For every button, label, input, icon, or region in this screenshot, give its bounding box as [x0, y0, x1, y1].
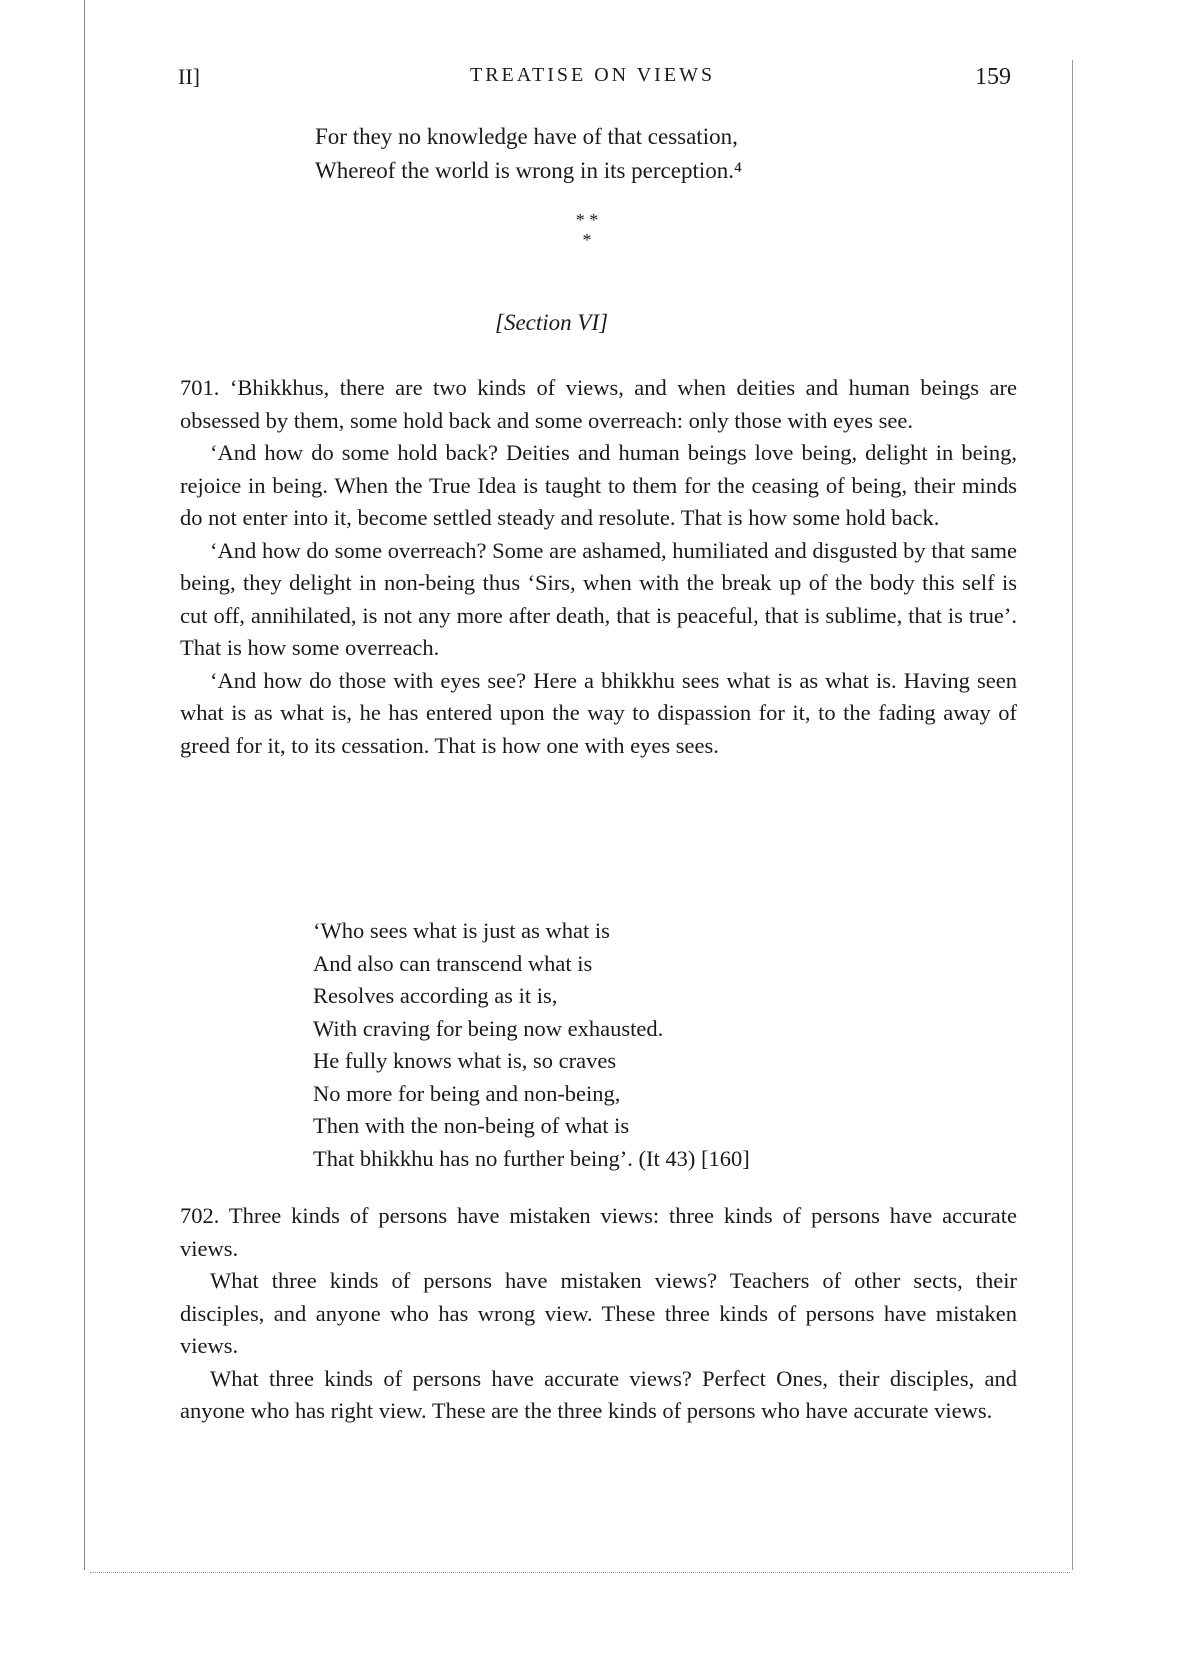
- page-edge-left: [84, 0, 85, 1570]
- verse-line: For they no knowledge have of that cessation,: [315, 124, 738, 149]
- separator-stars-bottom: *: [582, 230, 592, 250]
- verse-line: Resolves according as it is,: [313, 983, 558, 1008]
- chapter-marker: II]: [178, 64, 200, 89]
- paragraph-702-block: [180, 1200, 1017, 1428]
- paragraph: What three kinds of persons have accurate views? Perfect Ones, their disciples, and anyone who has right view. These are the three kinds of persons who have accurate views.: [180, 1365, 1017, 1423]
- section-heading: [Section VI]: [495, 310, 609, 335]
- verse-line: Then with the non-being of what is: [313, 1113, 630, 1138]
- paragraph-701-block: [180, 372, 1017, 762]
- verse-line: Whereof the world is wrong in its perception.⁴: [315, 158, 743, 183]
- separator-stars-top: * *: [575, 210, 599, 230]
- verse-line: With craving for being now exhausted.: [313, 1015, 664, 1041]
- verse-line: No more for being and non-being,: [313, 1080, 621, 1106]
- page-edge-bottom: [90, 1572, 1070, 1573]
- opening-verse: [315, 120, 742, 188]
- page-number: 159: [975, 64, 1011, 90]
- verse-line: And also can transcend what is: [313, 950, 593, 976]
- paragraph: ‘And how do some hold back? Deities and human beings love being, delight in being, rejoice in being. When the True Idea is taught to them for the ceasing of being, their minds do not enter into it, become settled steady and resolute. That is how some hold back.: [180, 440, 1017, 530]
- paragraph: ‘And how do those with eyes see? Here a bhikkhu sees what is as what is. Having seen what is as what is, he has entered upon the way to dispassion for it, to the fading away of greed for it, to its cessation. That is how one with eyes sees.: [180, 667, 1017, 758]
- verse-line: ‘Who sees what is just as what is: [313, 918, 610, 943]
- paragraph: 701. ‘Bhikkhus, there are two kinds of views, and when deities and human beings are obsessed by them, some hold back and some overreach: only those with eyes see.: [180, 375, 1017, 433]
- verse-line: That bhikkhu has no further being’. (It 43) [160]: [313, 1145, 750, 1171]
- verse-line: He fully knows what is, so craves: [313, 1048, 617, 1073]
- verse-it43: [313, 915, 750, 1175]
- paragraph: ‘And how do some overreach? Some are ashamed, humiliated and disgusted by that same being, they delight in non-being thus ‘Sirs, when with the break up of the body this self is cut off, annihilated, is not any more after death, that is peaceful, that is sublime, that is true’. That is how some overreach.: [180, 537, 1017, 660]
- running-title: TREATISE ON VIEWS: [470, 64, 716, 86]
- paragraph: 702. Three kinds of persons have mistaken views: three kinds of persons have accurate views.: [180, 1203, 1017, 1261]
- page-edge-right: [1072, 60, 1073, 1570]
- paragraph: What three kinds of persons have mistaken views? Teachers of other sects, their disciples, and anyone who has wrong view. These three kinds of persons have mistaken views.: [180, 1268, 1017, 1358]
- section-separator: [572, 210, 602, 250]
